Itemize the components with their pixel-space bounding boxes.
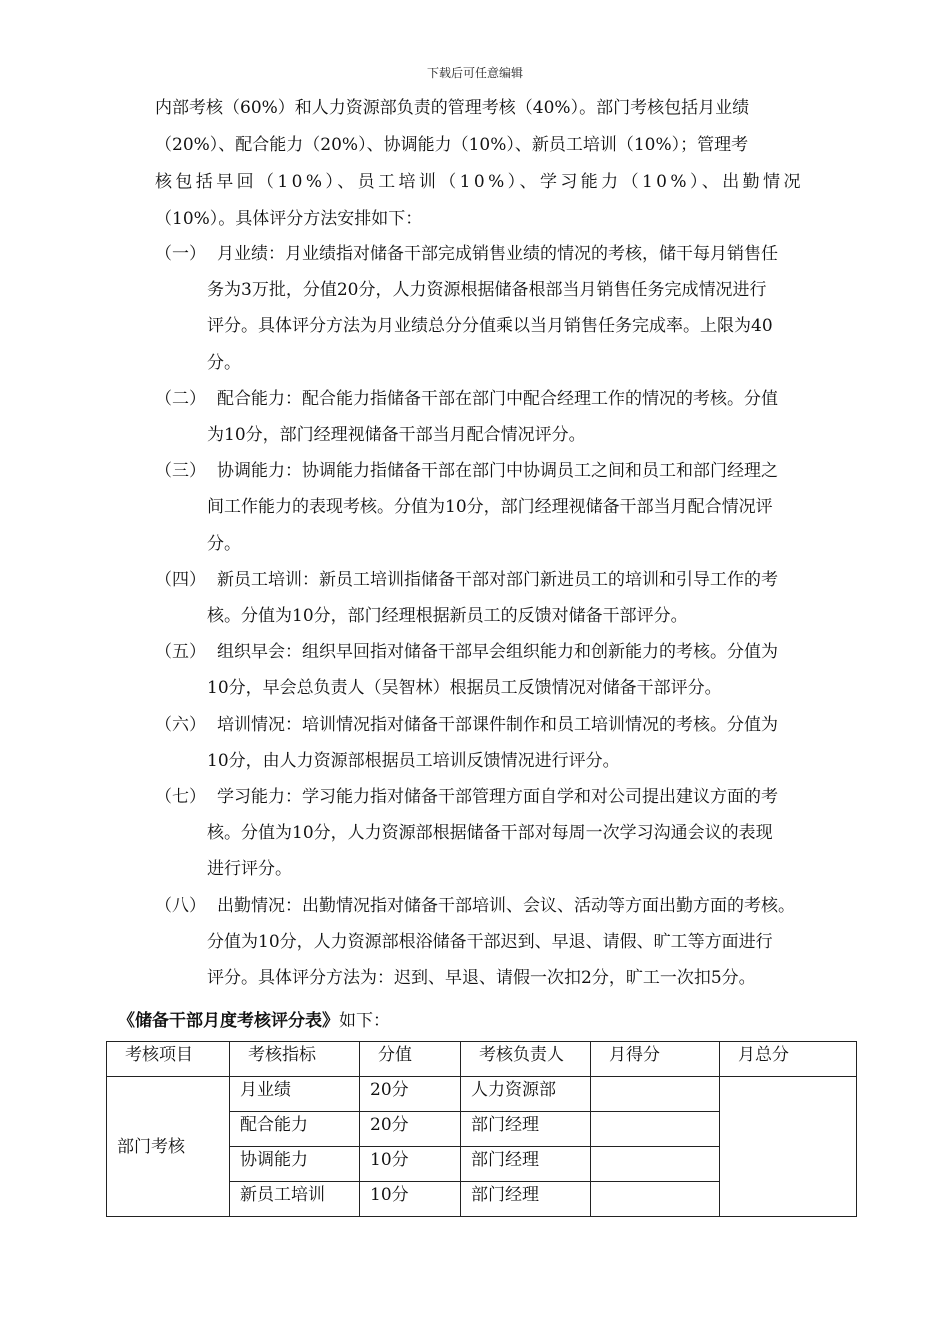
table-cell: 新员工培训: [230, 1182, 360, 1217]
table-cell: 10分: [360, 1147, 461, 1182]
total-score-cell[interactable]: [720, 1077, 857, 1217]
header-cell: 考核项目: [107, 1042, 230, 1077]
rule-line: 分值为10分，人力资源部根浴储备干部迟到、早退、请假、旷工等方面进行: [207, 931, 773, 952]
rule-line: 核。分值为10分，部门经理根据新员工的反馈对储备干部评分。: [207, 606, 688, 627]
table-cell: 月业绩: [230, 1077, 360, 1112]
rule-line: 配合能力：配合能力指储备干部在部门中配合经理工作的情况的考核。分值: [217, 388, 778, 409]
scoring-rules-list: [155, 236, 860, 996]
intro-paragraph: [155, 90, 847, 238]
header-cell: 月总分: [720, 1042, 857, 1077]
rule-line: 学习能力：学习能力指对储备干部管理方面自学和对公司提出建议方面的考: [217, 787, 778, 808]
rule-line: 核。分值为10分，人力资源部根据储备干部对每周一次学习沟通会议的表现: [207, 823, 773, 844]
intro-line: （10%）。具体评分方法安排如下：: [155, 209, 423, 229]
rule-item-5: [155, 634, 860, 706]
rule-line: 间工作能力的表现考核。分值为10分，部门经理视储备干部当月配合情况评: [207, 497, 773, 518]
rule-line: 组织早会：组织早回指对储备干部早会组织能力和创新能力的考核。分值为: [217, 642, 778, 663]
rule-line: 评分。具体评分方法为月业绩总分分值乘以当月销售任务完成率。上限为40: [207, 316, 773, 337]
table-caption-title: 《储备干部月度考核评分表》: [118, 1011, 339, 1031]
header-cell: 月得分: [591, 1042, 720, 1077]
score-cell[interactable]: [591, 1182, 720, 1217]
score-cell[interactable]: [591, 1112, 720, 1147]
rule-number: （四）: [155, 569, 206, 590]
table-cell: 部门经理: [461, 1112, 591, 1147]
header-cell: 考核指标: [230, 1042, 360, 1077]
rule-item-8: [155, 888, 860, 997]
rule-line: 培训情况：培训情况指对储备干部课件制作和员工培训情况的考核。分值为: [217, 714, 778, 735]
rule-line: 分。: [207, 533, 241, 554]
rule-item-3: [155, 453, 860, 562]
rule-item-1: [155, 236, 860, 381]
table-header-row: [107, 1042, 857, 1077]
group-cell: 部门考核: [107, 1077, 230, 1217]
intro-line: 核包括早回（10%）、员工培训（10%）、学习能力（10%）、出勤情况: [155, 172, 804, 192]
rule-line: 月业绩：月业绩指对储备干部完成销售业绩的情况的考核，储干每月销售任: [217, 244, 778, 264]
table-cell: 人力资源部: [461, 1077, 591, 1112]
table-cell: 部门经理: [461, 1147, 591, 1182]
rule-number: （七）: [155, 787, 206, 808]
table-cell: 20分: [360, 1077, 461, 1112]
score-cell[interactable]: [591, 1077, 720, 1112]
rule-line: 10分，早会总负责人（吴智林）根据员工反馈情况对储备干部评分。: [207, 678, 722, 699]
page-header-note: 下载后可任意编辑: [426, 66, 523, 80]
table-caption-tail: 如下：: [339, 1011, 390, 1031]
rule-line: 为10分，部门经理视储备干部当月配合情况评分。: [207, 425, 586, 446]
rule-line: 进行评分。: [207, 859, 292, 880]
score-cell[interactable]: [591, 1147, 720, 1182]
monthly-score-table: [106, 1041, 857, 1217]
table-cell: 协调能力: [230, 1147, 360, 1182]
rule-number: （八）: [155, 895, 206, 916]
rule-item-2: [155, 381, 860, 453]
rule-number: （六）: [155, 714, 206, 735]
intro-line: （20%）、配合能力（20%）、协调能力（10%）、新员工培训（10%）；管理考: [155, 135, 749, 155]
rule-number: （三）: [155, 461, 206, 482]
rule-item-7: [155, 779, 860, 888]
table-cell: 部门经理: [461, 1182, 591, 1217]
rule-line: 协调能力：协调能力指储备干部在部门中协调员工之间和员工和部门经理之: [217, 461, 778, 482]
rule-number: （五）: [155, 642, 206, 663]
rule-number: （二）: [155, 388, 206, 409]
table-caption: [118, 1003, 390, 1039]
table-cell: 20分: [360, 1112, 461, 1147]
header-cell: 分值: [360, 1042, 461, 1077]
header-cell: 考核负责人: [461, 1042, 591, 1077]
table-cell: 配合能力: [230, 1112, 360, 1147]
rule-line: 务为3万批，分值20分，人力资源根据储备根部当月销售任务完成情况进行: [207, 280, 767, 301]
table-cell: 10分: [360, 1182, 461, 1217]
rule-line: 出勤情况：出勤情况指对储备干部培训、会议、活动等方面出勤方面的考核。: [217, 895, 795, 916]
rule-line: 新员工培训：新员工培训指储备干部对部门新进员工的培训和引导工作的考: [217, 569, 778, 590]
rule-item-4: [155, 562, 860, 634]
rule-line: 分。: [207, 352, 241, 373]
rule-line: 评分。具体评分方法为：迟到、早退、请假一次扣2分，旷工一次扣5分。: [207, 968, 756, 989]
rule-item-6: [155, 707, 860, 779]
rule-number: （一）: [155, 244, 206, 264]
rule-line: 10分，由人力资源部根据员工培训反馈情况进行评分。: [207, 750, 620, 771]
table-row: [107, 1077, 857, 1112]
intro-line: 内部考核（60%）和人力资源部负责的管理考核（40%）。部门考核包括月业绩: [155, 98, 750, 118]
